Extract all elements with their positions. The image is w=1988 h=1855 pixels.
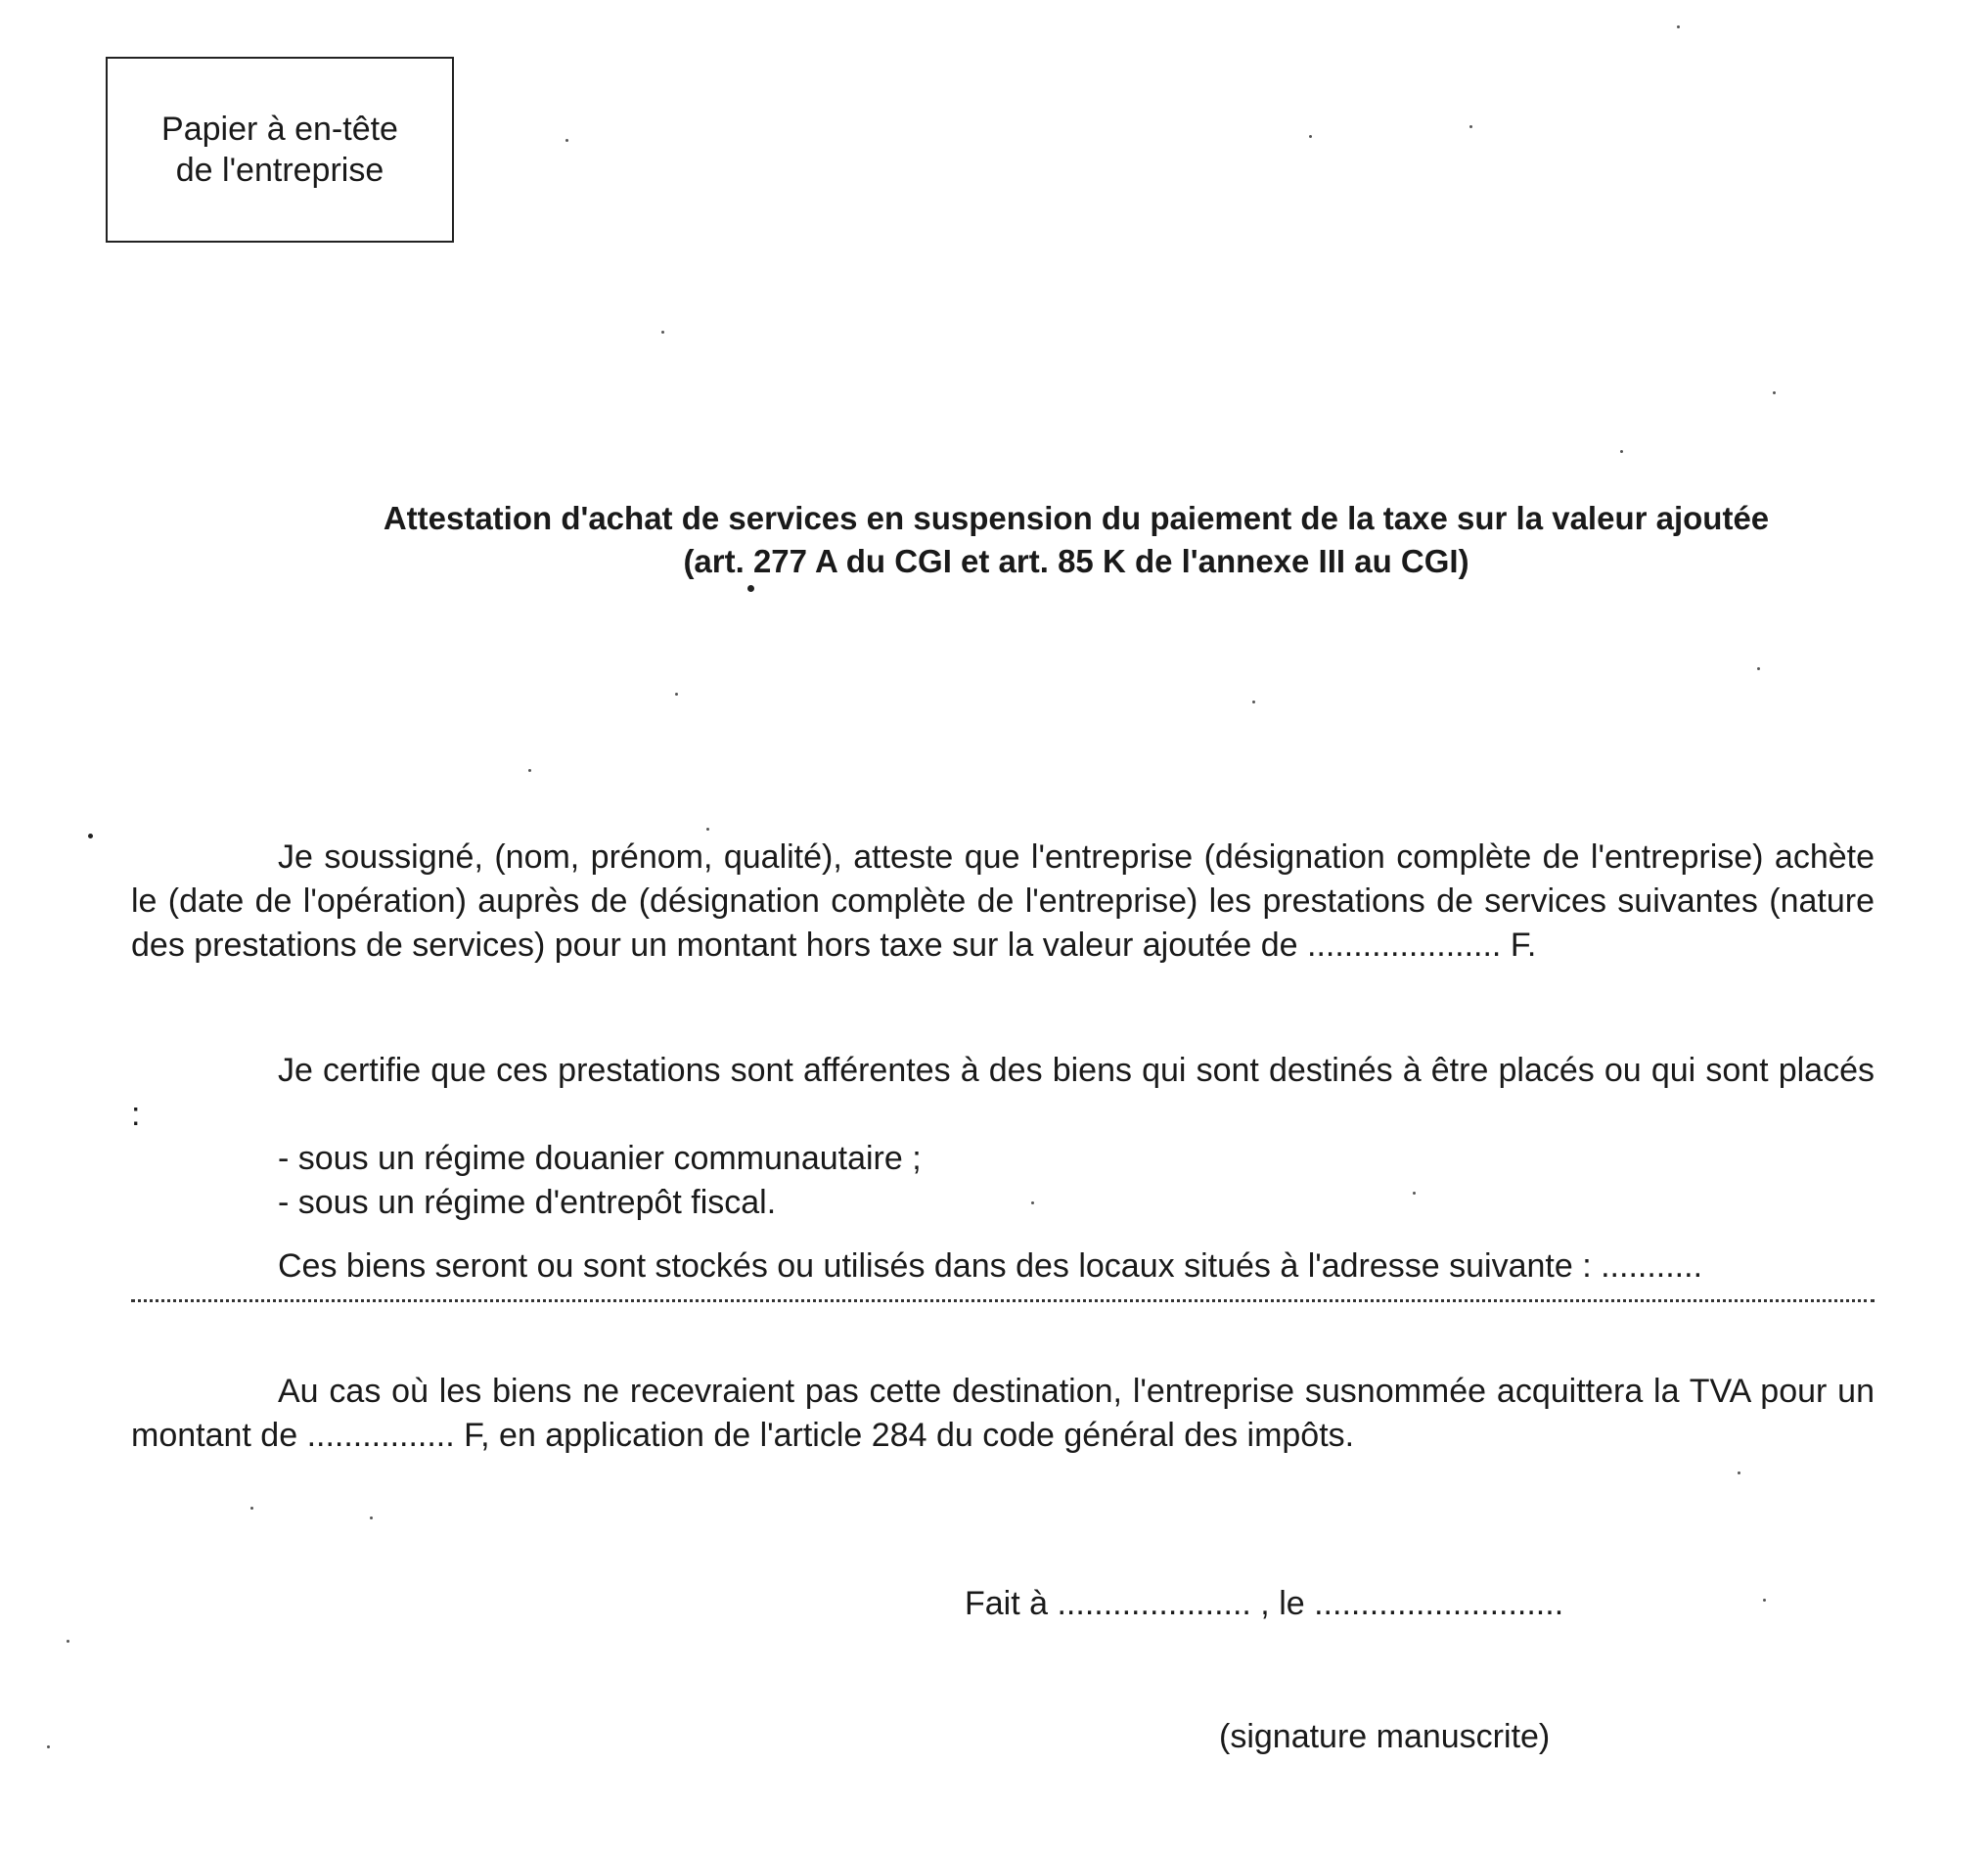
scan-speck [1620,450,1623,453]
list-item-regime-douanier: - sous un régime douanier communautaire ; [278,1140,922,1177]
scan-speck [1309,135,1312,138]
paragraph-address: Ces biens seront ou sont stockés ou utilisés dans des locaux situés à l'adresse suivante : ........... [278,1247,1703,1285]
address-dotted-line [131,1289,1875,1302]
paragraph-certification [131,1049,1875,1225]
scan-speck [1031,1201,1034,1204]
scan-speck [370,1516,373,1519]
paragraph-declaration: Je soussigné, (nom, prénom, qualité), atteste que l'entreprise (désignation complète de l'entreprise) achète le (date de l'opération) auprès de (désignation complète de l'entreprise) les prestations de services suivantes (nature des prestations de services) pour un montant hors taxe sur la valeur ajoutée de ..................... F. [131,838,1875,964]
paragraph-liability: Au cas où les biens ne recevraient pas cette destination, l'entreprise susnommée acquittera la TVA pour un montant de ................ F, en application de l'article 284 du code général des impôts. [131,1373,1875,1454]
place-date-line: Fait à ..................... , le ........................... [965,1585,1564,1622]
scan-speck [47,1745,50,1748]
letterhead-line-2: de l'entreprise [175,152,384,189]
scan-speck [706,828,709,831]
signature-label: (signature manuscrite) [1219,1718,1551,1755]
scan-speck [1763,1599,1766,1602]
title-line-2: (art. 277 A du CGI et art. 85 K de l'annexe III au CGI) [683,543,1469,579]
scan-speck [747,585,754,592]
title-line-1: Attestation d'achat de services en suspension du paiement de la taxe sur la valeur ajoutée [383,500,1770,536]
scan-speck [1757,667,1760,670]
scan-speck [1252,701,1255,703]
certification-text: Je certifie que ces prestations sont afférentes à des biens qui sont destinés à être placés ou qui sont placés : [131,1052,1875,1133]
letterhead-placeholder-box [106,57,454,243]
scan-speck [1469,125,1472,128]
document-title [196,497,1957,583]
scan-speck [67,1640,69,1643]
scan-speck [88,834,93,838]
scan-speck [1773,391,1776,394]
scan-speck [250,1507,253,1510]
letterhead-line-1: Papier à en-tête [161,111,398,148]
scan-speck [528,769,531,772]
scan-speck [1738,1471,1740,1474]
scan-speck [675,693,678,696]
scan-speck [661,331,664,334]
list-item-entrepot-fiscal: - sous un régime d'entrepôt fiscal. [278,1184,777,1221]
scan-speck [1413,1192,1416,1195]
scan-speck [565,139,568,142]
scan-speck [1677,25,1680,28]
